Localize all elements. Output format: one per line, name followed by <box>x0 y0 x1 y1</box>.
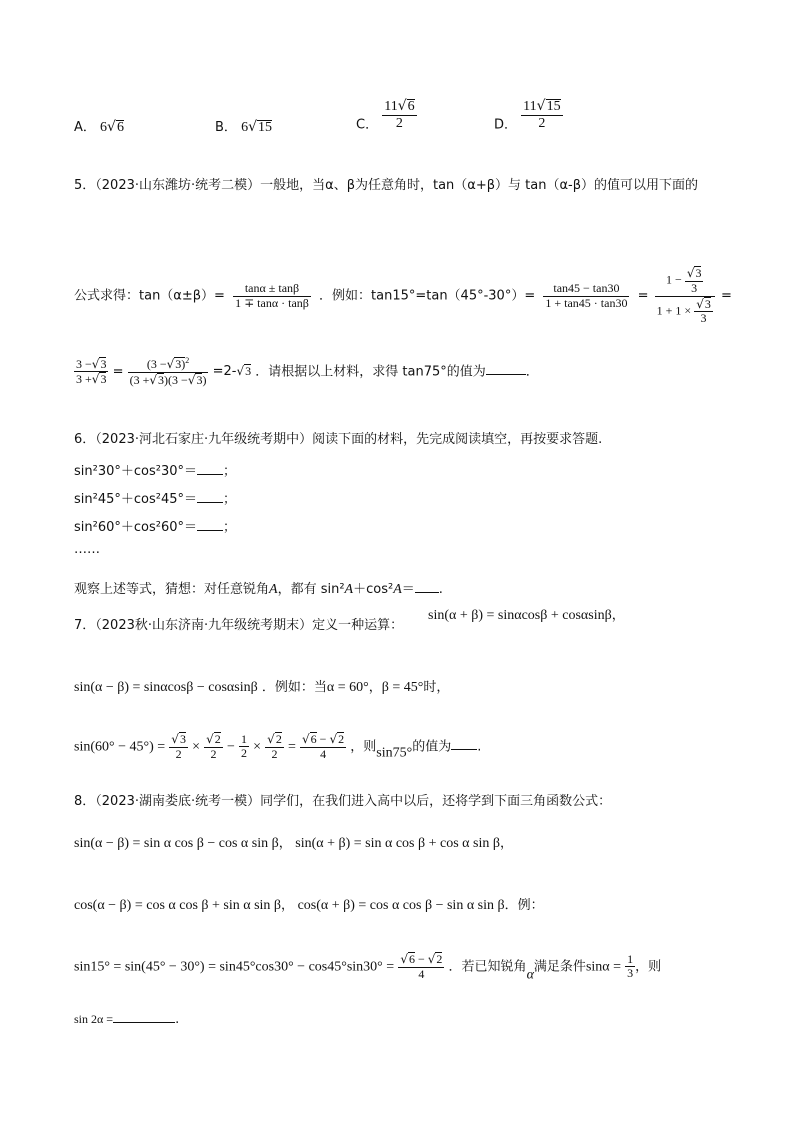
option-letter: B． <box>215 120 237 135</box>
q6-row-2: sin²45°＋cos²45°＝ ； <box>74 492 237 507</box>
option-value: $\frac{11√6}{2}$ <box>384 98 415 132</box>
sin-diff-definition: sin(α − β) = sinαcosβ − cosαsinβ <box>74 680 258 695</box>
answer-blank[interactable] <box>451 749 477 750</box>
q8-formulas-row2: cos(α − β) = cos α cos β + sin α sin β， cos(α + β) = cos α cos β − sin α sin β．例： <box>74 897 544 913</box>
q8-formulas-row1: sin(α − β) = sin α cos β − cos α sin β， sin(α + β) = sin α cos β + cos α sin β， <box>74 835 513 851</box>
q6-row-1: sin²30°＋cos²30°＝ ； <box>74 464 237 479</box>
sin-sum-definition: sin(α + β) = sinαcosβ + cosαsinβ， <box>428 607 625 623</box>
q6-row-3: sin²60°＋cos²60°＝ ； <box>74 520 237 535</box>
answer-blank[interactable] <box>197 474 223 475</box>
q6-head: 6．（2023·河北石家庄·九年级统考期中）阅读下面的材料，先完成阅读填空，再按要求答题. <box>74 432 603 447</box>
answer-blank[interactable] <box>197 530 223 531</box>
rationalized-fraction: $\frac{(3 -√3)^2}{(3 +√3)(3 -√3)}$ <box>129 356 207 387</box>
q7-line1: 7．（2023秋·山东济南·九年级统考期末）定义一种运算： <box>74 618 404 633</box>
option-b <box>215 116 272 136</box>
answer-blank[interactable] <box>197 502 223 503</box>
q5-line1: 5．（2023·山东潍坊·统考二模）一般地，当α、β为任意角时，tan（α+β）与 tan（α-β）的值可以用下面的 <box>74 178 699 193</box>
option-d <box>494 98 563 133</box>
option-letter: A． <box>74 120 96 135</box>
q7-line2: sin(α − β) = sinαcosβ − cosαsinβ ．例如：当α = 60°，β = 45°时， <box>74 680 450 695</box>
tan15-example-fraction: $\frac{\tan 45 - \tan 30}{1 + \tan 45 \cdot \tan 30}$ <box>545 280 628 310</box>
q8-ask: sin 2α = . <box>74 1012 180 1027</box>
answer-blank[interactable] <box>113 1022 175 1023</box>
q6-conclusion: 观察上述等式，猜想：对任意锐角A，都有 sin²A＋cos²A＝ . <box>74 582 443 597</box>
tan-sum-formula: $\frac{\tan\alpha \pm \tan\beta}{1 \mp \tan\alpha \cdot \tan\beta}$ <box>235 280 309 310</box>
ratio-fraction: $\frac{3 -√3}{3 +√3}$ <box>76 356 107 387</box>
option-value: 6√15 <box>241 119 272 135</box>
option-letter: C． <box>356 117 379 133</box>
option-value: $\frac{11√15}{2}$ <box>523 98 561 132</box>
option-value: 6√6 <box>100 119 124 135</box>
q5-line2: 公式求得：tan（α±β）= $\frac{\tan\alpha \pm \tan\beta}{1 \mp \tan\alpha \cdot \tan\beta}$ ．例如：tan15°=tan（45°-30°）= $\frac{\tan 45 - \tan 30}{1 + \tan 45 \cdot \tan 30}$ = 1 − $\frac{√3}{3}$ 1 + 1 × $\frac{√3}{3}$ = <box>74 266 732 326</box>
q8-head: 8．（2023·湖南娄底·统考一模）同学们，在我们进入高中以后，还将学到下面三角函数公式： <box>74 794 612 809</box>
result-text: =2-√3 <box>212 364 252 380</box>
q6-ellipsis: …… <box>74 542 100 557</box>
option-c <box>356 98 417 133</box>
option-letter: D． <box>494 117 518 133</box>
q7-line3: sin(60° − 45°) = $\frac{√3}{2}$ × $\frac{√2}{2}$ − $\frac{1}{2}$ × $\frac{√2}{2}$ = $\frac{√6 - √2}{4}$ ，则sin75°的值为 . <box>74 731 482 761</box>
q5-line3: $\frac{3 -√3}{3 +√3}$ = $\frac{(3 -√3)^2}{(3 +√3)(3 -√3)}$ =2-√3 ．请根据以上材料，求得 tan75°的值为 ． <box>76 356 539 387</box>
q8-example: sin15° = sin(45° − 30°) = sin45°cos30° − cos45°sin30° = $\frac{√6 - √2}{4}$ ．若已知锐角α满足条件sinα = $\frac{1}{3}$ ，则 <box>74 951 662 983</box>
option-a <box>74 116 124 136</box>
tan15-nested-fraction: 1 − $\frac{√3}{3}$ 1 + 1 × $\frac{√3}{3}$ <box>655 266 715 326</box>
answer-blank[interactable] <box>415 592 439 593</box>
answer-blank[interactable] <box>486 374 526 375</box>
